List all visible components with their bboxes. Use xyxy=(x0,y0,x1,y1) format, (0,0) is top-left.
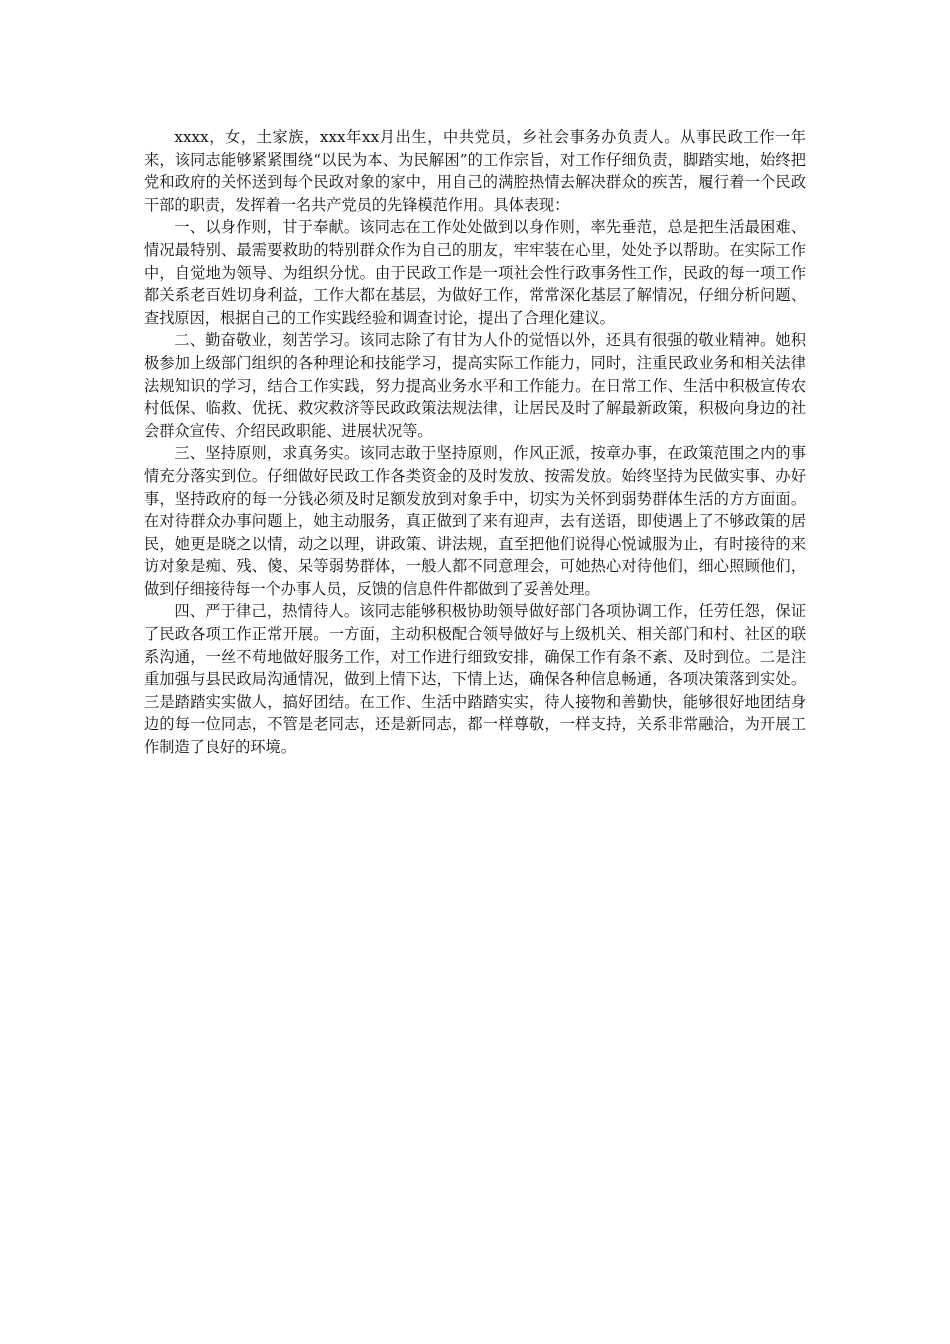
section-2-paragraph: 二、勤奋敬业，刻苦学习。该同志除了有甘为人仆的觉悟以外，还具有很强的敬业精神。她积极参加上级部门组织的各种理论和技能学习，提高实际工作能力，同时，注重民政业务和相关法律法规知识的学习，结合工作实践，努力提高业务水平和工作能力。在日常工作、生活中积极宣传农村低保、临救、优抚、救灾救济等民政政策法规法律，让居民及时了解最新政策，积极向身边的社会群众宣传、介绍民政职能、进展状况等。 xyxy=(144,331,806,440)
section-1-paragraph: 一、以身作则，甘于奉献。该同志在工作处处做到以身作则，率先垂范，总是把生活最困难、情况最特别、最需要救助的特别群众作为自己的朋友，牢牢装在心里，处处予以帮助。在实际工作中，自觉地为领导、为组织分忧。由于民政工作是一项社会性行政事务性工作，民政的每一项工作都关系老百姓切身利益，工作大都在基层，为做好工作，常常深化基层了解情况，仔细分析问题、查找原因，根据自己的工作实践经验和调查讨论，提出了合理化建议。 xyxy=(144,218,806,327)
section-3-paragraph: 三、坚持原则，求真务实。该同志敢于坚持原则，作风正派，按章办事，在政策范围之内的事情充分落实到位。仔细做好民政工作各类资金的及时发放、按需发放。始终坚持为民做实事、办好事，坚持政府的每一分钱必须及时足额发放到对象手中，切实为关怀到弱势群体生活的方方面面。在对待群众办事问题上，她主动服务，真正做到了来有迎声，去有送语，即使遇上了不够政策的居民，她更是晓之以情，动之以理，讲政策、讲法规，直至把他们说得心悦诚服为止，有时接待的来访对象是痴、残、傻、呆等弱势群体，一般人都不同意理会，可她热心对待他们，细心照顾他们，做到仔细接待每一个办事人员，反馈的信息件件都做到了妥善处理。 xyxy=(144,444,806,598)
section-4-paragraph: 四、严于律己，热情待人。该同志能够积极协助领导做好部门各项协调工作，任劳任怨，保证了民政各项工作正常开展。一方面，主动积极配合领导做好与上级机关、相关部门和村、社区的联系沟通，一丝不苟地做好服务工作，对工作进行细致安排，确保工作有条不紊、及时到位。二是注重加强与县民政局沟通情况，做到上情下达，下情上达，确保各种信息畅通，各项决策落到实处。三是踏踏实实做人，搞好团结。在工作、生活中踏踏实实，待人接物和善勤快，能够很好地团结身边的每一位同志，不管是老同志，还是新同志，都一样尊敬，一样支持，关系非常融洽，为开展工作制造了良好的环境。 xyxy=(144,602,806,757)
document-body xyxy=(144,126,806,759)
intro-paragraph: xxxx，女，土家族，xxx年xx月出生，中共党员，乡社会事务办负责人。从事民政工作一年来，该同志能够紧紧围绕“以民为本、为民解困”的工作宗旨，对工作仔细负责，脚踏实地，始终把党和政府的关怀送到每个民政对象的家中，用自己的满腔热情去解决群众的疾苦，履行着一个民政干部的职责，发挥着一名共产党员的先锋模范作用。具体表现： xyxy=(144,128,806,214)
